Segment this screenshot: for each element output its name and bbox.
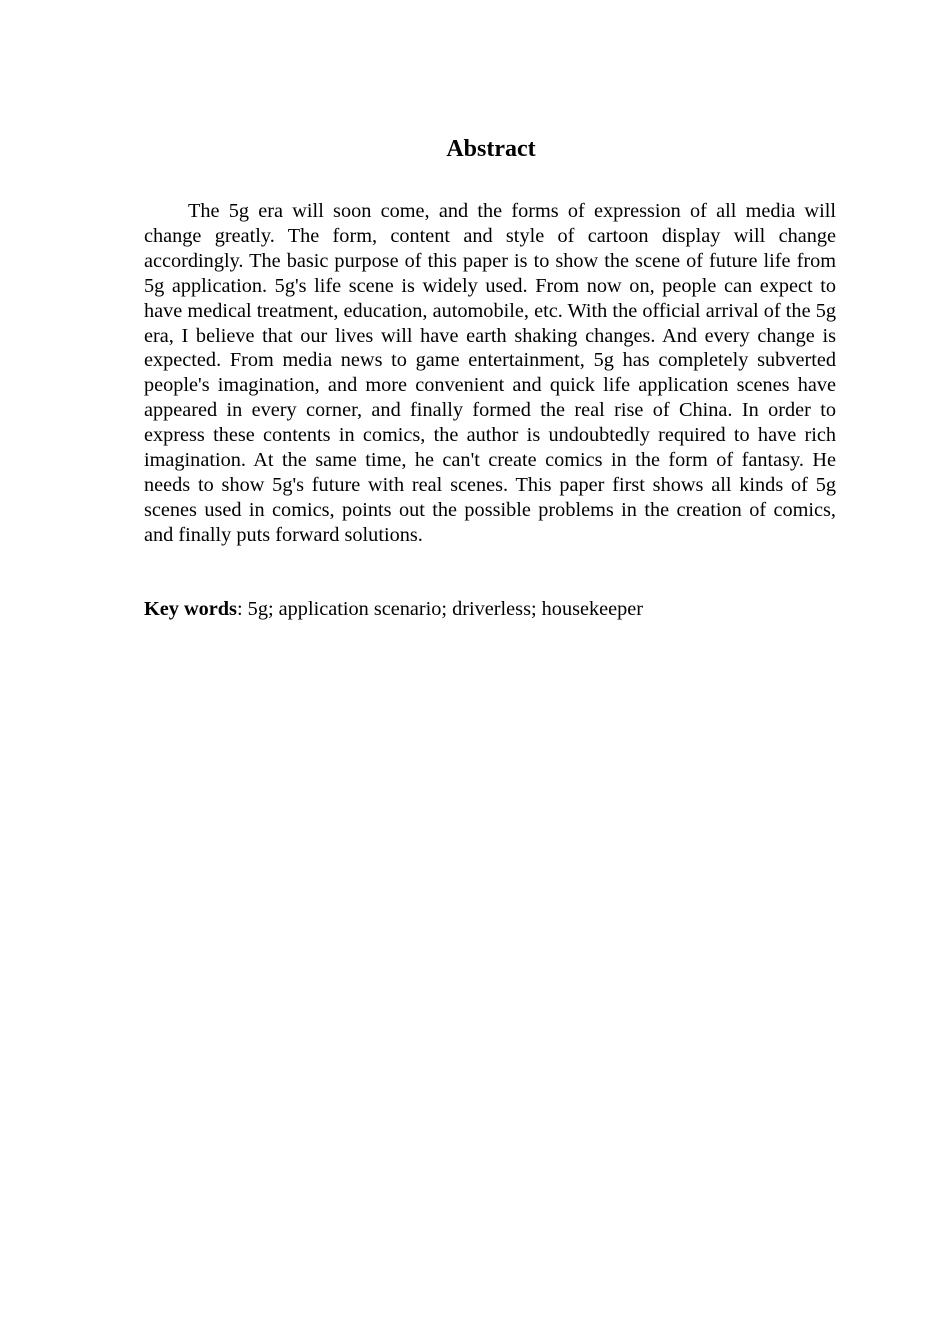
keywords-line [144,597,836,622]
abstract-title: Abstract [446,136,536,162]
keywords-label: Key words [144,598,237,620]
keywords-separator: : [236,598,248,620]
abstract-paragraph: The 5g era will soon come, and the forms of expression of all media will change greatly. The form, content and style of cartoon display will change accordingly. The basic purpose of this paper is to show the scene of future life from 5g application. 5g's life scene is widely used. From now on, people can expect to have medical treatment, education, automobile, etc. With the official arrival of the 5g era, I believe that our lives will have earth shaking changes. And every change is expected. From media news to game entertainment, 5g has completely subverted people's imagination, and more convenient and quick life application scenes have appeared in every corner, and finally formed the real rise of China. In order to express these contents in comics, the author is undoubtedly required to have rich imagination. At the same time, he can't create comics in the form of fantasy. He needs to show 5g's future with real scenes. This paper first shows all kinds of 5g scenes used in comics, points out the possible problems in the creation of comics, and finally puts forward solutions. [144,200,836,546]
keywords-text: 5g; application scenario; driverless; housekeeper [247,598,644,620]
